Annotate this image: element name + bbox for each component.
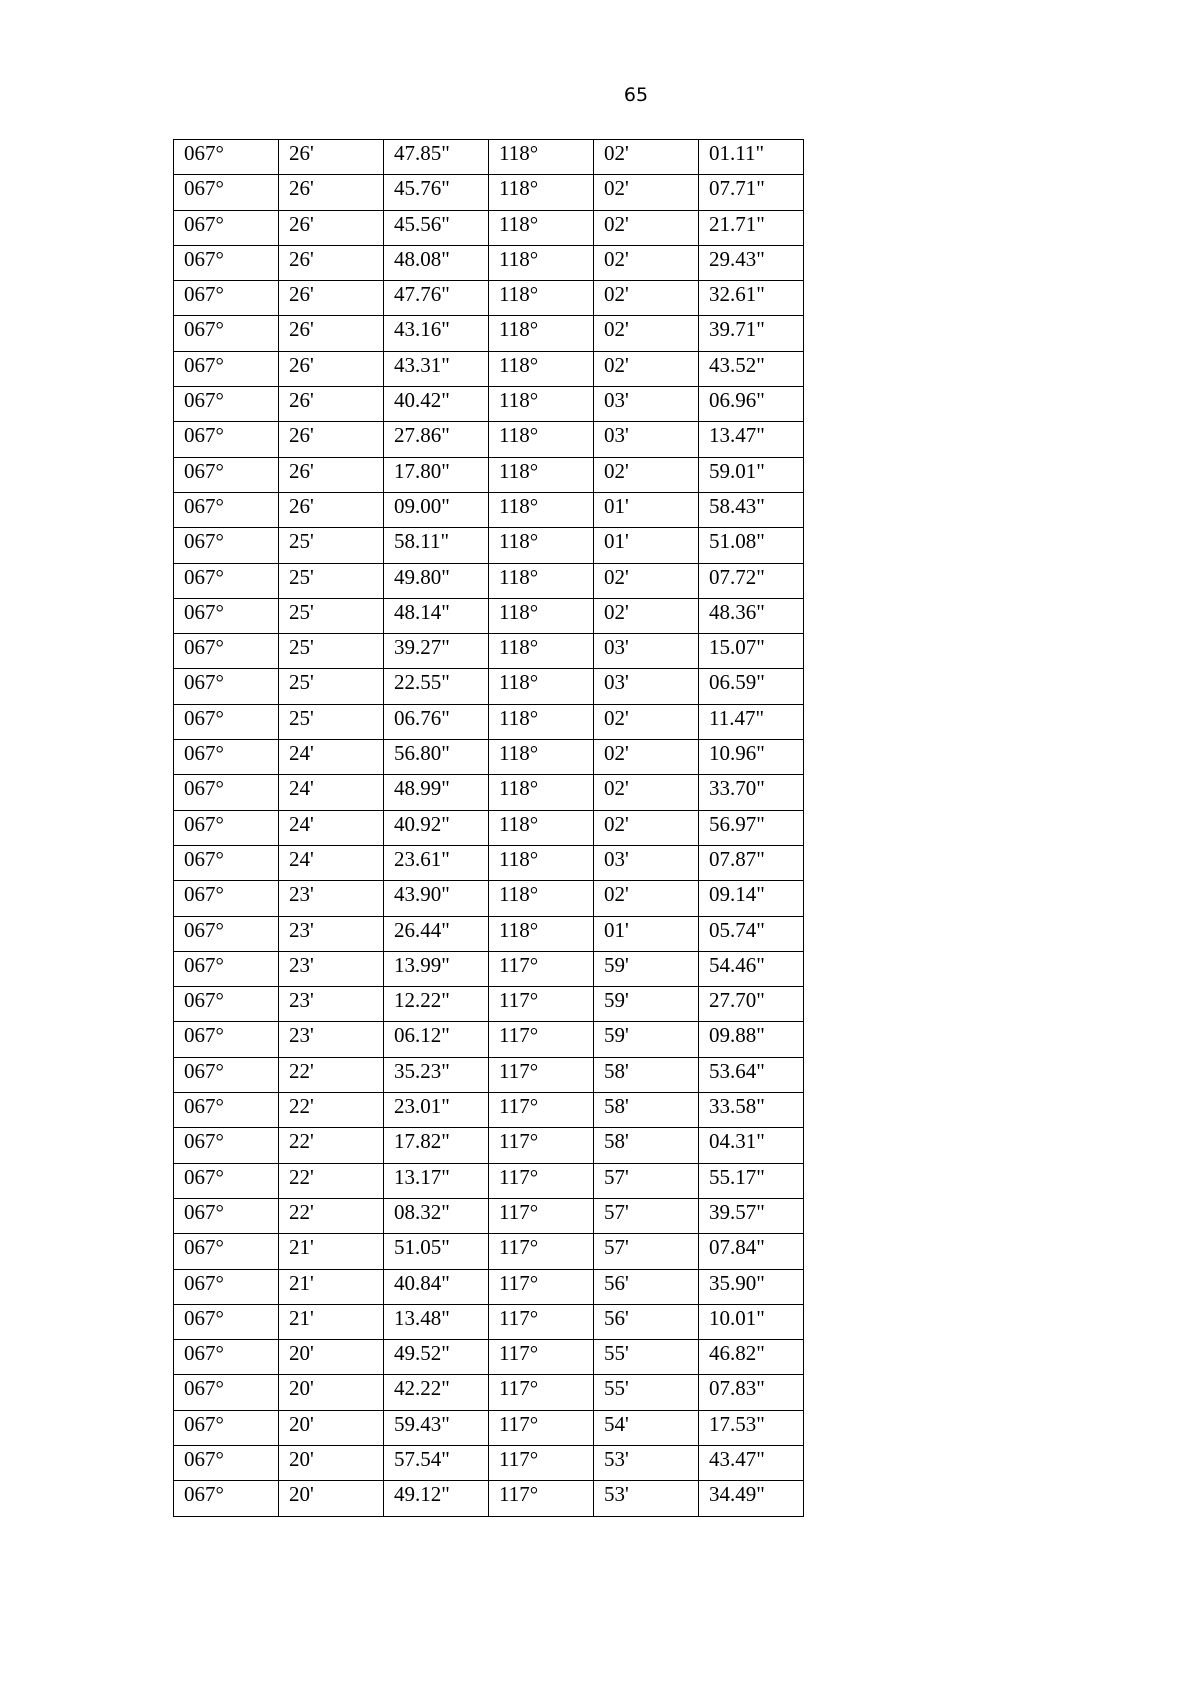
lat-minutes-cell: 23' xyxy=(279,881,384,916)
lon-seconds-cell: 33.58" xyxy=(699,1093,804,1128)
lat-minutes-cell: 22' xyxy=(279,1057,384,1092)
lat-degrees-cell: 067° xyxy=(174,598,279,633)
lon-seconds-cell: 17.53" xyxy=(699,1410,804,1445)
table-row xyxy=(174,175,804,210)
lon-seconds-cell: 43.47" xyxy=(699,1445,804,1480)
lat-seconds-cell: 08.32" xyxy=(384,1198,489,1233)
lon-degrees-cell: 117° xyxy=(489,1057,594,1092)
lat-seconds-cell: 45.76" xyxy=(384,175,489,210)
lon-degrees-cell: 117° xyxy=(489,1340,594,1375)
lon-minutes-cell: 03' xyxy=(594,845,699,880)
lon-degrees-cell: 118° xyxy=(489,175,594,210)
lon-minutes-cell: 58' xyxy=(594,1128,699,1163)
table-row xyxy=(174,881,804,916)
lat-minutes-cell: 21' xyxy=(279,1269,384,1304)
lat-seconds-cell: 17.80" xyxy=(384,457,489,492)
lat-degrees-cell: 067° xyxy=(174,1234,279,1269)
lon-minutes-cell: 59' xyxy=(594,951,699,986)
lat-seconds-cell: 58.11" xyxy=(384,528,489,563)
lon-degrees-cell: 118° xyxy=(489,528,594,563)
lat-degrees-cell: 067° xyxy=(174,140,279,175)
table-row xyxy=(174,563,804,598)
lon-degrees-cell: 117° xyxy=(489,1445,594,1480)
lat-minutes-cell: 23' xyxy=(279,1022,384,1057)
lat-minutes-cell: 26' xyxy=(279,245,384,280)
lon-minutes-cell: 02' xyxy=(594,775,699,810)
lon-seconds-cell: 32.61" xyxy=(699,281,804,316)
lon-degrees-cell: 118° xyxy=(489,563,594,598)
lon-seconds-cell: 10.01" xyxy=(699,1304,804,1339)
lat-degrees-cell: 067° xyxy=(174,387,279,422)
lat-seconds-cell: 42.22" xyxy=(384,1375,489,1410)
table-row xyxy=(174,316,804,351)
table-row xyxy=(174,1057,804,1092)
lon-degrees-cell: 118° xyxy=(489,316,594,351)
lat-degrees-cell: 067° xyxy=(174,1163,279,1198)
lat-degrees-cell: 067° xyxy=(174,1445,279,1480)
lat-minutes-cell: 24' xyxy=(279,775,384,810)
lon-seconds-cell: 35.90" xyxy=(699,1269,804,1304)
lon-seconds-cell: 04.31" xyxy=(699,1128,804,1163)
lat-seconds-cell: 40.84" xyxy=(384,1269,489,1304)
lat-degrees-cell: 067° xyxy=(174,1198,279,1233)
lat-seconds-cell: 27.86" xyxy=(384,422,489,457)
lon-minutes-cell: 58' xyxy=(594,1093,699,1128)
lat-seconds-cell: 49.80" xyxy=(384,563,489,598)
lon-minutes-cell: 59' xyxy=(594,1022,699,1057)
table-row xyxy=(174,1410,804,1445)
lon-seconds-cell: 55.17" xyxy=(699,1163,804,1198)
lat-seconds-cell: 48.99" xyxy=(384,775,489,810)
lat-degrees-cell: 067° xyxy=(174,175,279,210)
lat-degrees-cell: 067° xyxy=(174,1410,279,1445)
lon-seconds-cell: 34.49" xyxy=(699,1481,804,1516)
lat-minutes-cell: 25' xyxy=(279,528,384,563)
lon-seconds-cell: 10.96" xyxy=(699,740,804,775)
lon-seconds-cell: 13.47" xyxy=(699,422,804,457)
lon-degrees-cell: 118° xyxy=(489,810,594,845)
lon-degrees-cell: 117° xyxy=(489,1269,594,1304)
lon-degrees-cell: 118° xyxy=(489,598,594,633)
lon-minutes-cell: 01' xyxy=(594,916,699,951)
lat-minutes-cell: 26' xyxy=(279,281,384,316)
lon-seconds-cell: 29.43" xyxy=(699,245,804,280)
lat-minutes-cell: 24' xyxy=(279,810,384,845)
lat-minutes-cell: 23' xyxy=(279,987,384,1022)
lat-minutes-cell: 26' xyxy=(279,351,384,386)
lat-minutes-cell: 26' xyxy=(279,140,384,175)
lon-degrees-cell: 117° xyxy=(489,1481,594,1516)
lat-seconds-cell: 48.08" xyxy=(384,245,489,280)
lat-seconds-cell: 26.44" xyxy=(384,916,489,951)
lat-degrees-cell: 067° xyxy=(174,528,279,563)
lat-minutes-cell: 20' xyxy=(279,1481,384,1516)
table-row xyxy=(174,281,804,316)
table-row xyxy=(174,916,804,951)
lat-minutes-cell: 25' xyxy=(279,634,384,669)
lat-degrees-cell: 067° xyxy=(174,1481,279,1516)
lon-minutes-cell: 01' xyxy=(594,492,699,527)
lon-degrees-cell: 118° xyxy=(489,387,594,422)
table-row xyxy=(174,1445,804,1480)
lon-seconds-cell: 43.52" xyxy=(699,351,804,386)
lat-minutes-cell: 26' xyxy=(279,492,384,527)
lat-degrees-cell: 067° xyxy=(174,351,279,386)
lon-seconds-cell: 21.71" xyxy=(699,210,804,245)
lat-degrees-cell: 067° xyxy=(174,281,279,316)
lon-minutes-cell: 58' xyxy=(594,1057,699,1092)
lon-minutes-cell: 02' xyxy=(594,351,699,386)
lat-seconds-cell: 13.99" xyxy=(384,951,489,986)
lat-seconds-cell: 43.90" xyxy=(384,881,489,916)
lat-seconds-cell: 45.56" xyxy=(384,210,489,245)
lat-degrees-cell: 067° xyxy=(174,740,279,775)
lat-seconds-cell: 13.17" xyxy=(384,1163,489,1198)
table-row xyxy=(174,387,804,422)
table-row xyxy=(174,351,804,386)
lat-seconds-cell: 40.42" xyxy=(384,387,489,422)
lat-minutes-cell: 20' xyxy=(279,1375,384,1410)
lat-degrees-cell: 067° xyxy=(174,951,279,986)
lon-seconds-cell: 07.72" xyxy=(699,563,804,598)
lon-degrees-cell: 117° xyxy=(489,1163,594,1198)
lon-seconds-cell: 59.01" xyxy=(699,457,804,492)
lon-degrees-cell: 117° xyxy=(489,1198,594,1233)
lat-seconds-cell: 39.27" xyxy=(384,634,489,669)
lon-minutes-cell: 02' xyxy=(594,457,699,492)
lat-degrees-cell: 067° xyxy=(174,775,279,810)
lon-seconds-cell: 51.08" xyxy=(699,528,804,563)
lon-degrees-cell: 118° xyxy=(489,669,594,704)
lon-seconds-cell: 07.84" xyxy=(699,1234,804,1269)
table-row xyxy=(174,740,804,775)
lon-minutes-cell: 02' xyxy=(594,281,699,316)
lat-seconds-cell: 17.82" xyxy=(384,1128,489,1163)
lon-degrees-cell: 117° xyxy=(489,1410,594,1445)
lat-minutes-cell: 24' xyxy=(279,845,384,880)
lon-seconds-cell: 33.70" xyxy=(699,775,804,810)
table-row xyxy=(174,528,804,563)
lon-seconds-cell: 56.97" xyxy=(699,810,804,845)
lat-seconds-cell: 59.43" xyxy=(384,1410,489,1445)
page-number: 65 xyxy=(623,84,649,106)
lat-degrees-cell: 067° xyxy=(174,245,279,280)
lat-seconds-cell: 56.80" xyxy=(384,740,489,775)
lon-seconds-cell: 48.36" xyxy=(699,598,804,633)
lon-minutes-cell: 02' xyxy=(594,881,699,916)
lat-degrees-cell: 067° xyxy=(174,987,279,1022)
lat-degrees-cell: 067° xyxy=(174,1340,279,1375)
lon-degrees-cell: 117° xyxy=(489,1375,594,1410)
lon-minutes-cell: 59' xyxy=(594,987,699,1022)
table-row xyxy=(174,987,804,1022)
lon-seconds-cell: 07.83" xyxy=(699,1375,804,1410)
lon-degrees-cell: 118° xyxy=(489,492,594,527)
table-row xyxy=(174,1304,804,1339)
lon-degrees-cell: 118° xyxy=(489,740,594,775)
lon-minutes-cell: 03' xyxy=(594,669,699,704)
table-row xyxy=(174,245,804,280)
lat-degrees-cell: 067° xyxy=(174,1304,279,1339)
lon-minutes-cell: 01' xyxy=(594,528,699,563)
lon-minutes-cell: 53' xyxy=(594,1481,699,1516)
table-row xyxy=(174,845,804,880)
lon-seconds-cell: 39.57" xyxy=(699,1198,804,1233)
lon-degrees-cell: 117° xyxy=(489,951,594,986)
lon-seconds-cell: 01.11" xyxy=(699,140,804,175)
lon-minutes-cell: 02' xyxy=(594,245,699,280)
table-row xyxy=(174,492,804,527)
lon-seconds-cell: 46.82" xyxy=(699,1340,804,1375)
lat-degrees-cell: 067° xyxy=(174,1057,279,1092)
table-row xyxy=(174,669,804,704)
coordinates-table-body xyxy=(174,140,804,1517)
table-row xyxy=(174,810,804,845)
lat-degrees-cell: 067° xyxy=(174,881,279,916)
lat-seconds-cell: 22.55" xyxy=(384,669,489,704)
table-row xyxy=(174,1022,804,1057)
table-row xyxy=(174,210,804,245)
lat-seconds-cell: 13.48" xyxy=(384,1304,489,1339)
lat-seconds-cell: 49.12" xyxy=(384,1481,489,1516)
lon-seconds-cell: 05.74" xyxy=(699,916,804,951)
lat-minutes-cell: 26' xyxy=(279,316,384,351)
lat-minutes-cell: 25' xyxy=(279,563,384,598)
lon-seconds-cell: 07.71" xyxy=(699,175,804,210)
lat-minutes-cell: 23' xyxy=(279,916,384,951)
lat-minutes-cell: 25' xyxy=(279,598,384,633)
lat-degrees-cell: 067° xyxy=(174,916,279,951)
lon-minutes-cell: 02' xyxy=(594,140,699,175)
lat-seconds-cell: 23.01" xyxy=(384,1093,489,1128)
table-row xyxy=(174,775,804,810)
lat-minutes-cell: 22' xyxy=(279,1198,384,1233)
table-row xyxy=(174,1128,804,1163)
lat-minutes-cell: 26' xyxy=(279,422,384,457)
lat-seconds-cell: 47.76" xyxy=(384,281,489,316)
coordinates-table xyxy=(173,139,804,1517)
lat-minutes-cell: 22' xyxy=(279,1163,384,1198)
lat-minutes-cell: 20' xyxy=(279,1340,384,1375)
lat-degrees-cell: 067° xyxy=(174,845,279,880)
lon-minutes-cell: 56' xyxy=(594,1304,699,1339)
lon-seconds-cell: 06.96" xyxy=(699,387,804,422)
lat-degrees-cell: 067° xyxy=(174,316,279,351)
lat-degrees-cell: 067° xyxy=(174,492,279,527)
lat-seconds-cell: 12.22" xyxy=(384,987,489,1022)
lat-degrees-cell: 067° xyxy=(174,210,279,245)
lat-minutes-cell: 20' xyxy=(279,1445,384,1480)
lon-degrees-cell: 117° xyxy=(489,1022,594,1057)
lon-minutes-cell: 02' xyxy=(594,704,699,739)
lon-degrees-cell: 118° xyxy=(489,634,594,669)
table-row xyxy=(174,140,804,175)
lat-seconds-cell: 43.16" xyxy=(384,316,489,351)
lat-minutes-cell: 22' xyxy=(279,1128,384,1163)
lon-minutes-cell: 02' xyxy=(594,810,699,845)
lon-seconds-cell: 27.70" xyxy=(699,987,804,1022)
lon-degrees-cell: 118° xyxy=(489,245,594,280)
lon-minutes-cell: 03' xyxy=(594,634,699,669)
lon-seconds-cell: 58.43" xyxy=(699,492,804,527)
lon-seconds-cell: 07.87" xyxy=(699,845,804,880)
lon-seconds-cell: 15.07" xyxy=(699,634,804,669)
lon-seconds-cell: 11.47" xyxy=(699,704,804,739)
lon-minutes-cell: 02' xyxy=(594,210,699,245)
lat-seconds-cell: 49.52" xyxy=(384,1340,489,1375)
lon-minutes-cell: 55' xyxy=(594,1375,699,1410)
lat-degrees-cell: 067° xyxy=(174,457,279,492)
table-row xyxy=(174,704,804,739)
lat-minutes-cell: 26' xyxy=(279,387,384,422)
lon-minutes-cell: 03' xyxy=(594,387,699,422)
lat-seconds-cell: 51.05" xyxy=(384,1234,489,1269)
table-row xyxy=(174,422,804,457)
lon-degrees-cell: 118° xyxy=(489,210,594,245)
lon-minutes-cell: 53' xyxy=(594,1445,699,1480)
lon-degrees-cell: 118° xyxy=(489,775,594,810)
table-row xyxy=(174,457,804,492)
lon-minutes-cell: 54' xyxy=(594,1410,699,1445)
lat-degrees-cell: 067° xyxy=(174,810,279,845)
lat-minutes-cell: 26' xyxy=(279,210,384,245)
lat-seconds-cell: 47.85" xyxy=(384,140,489,175)
table-row xyxy=(174,1198,804,1233)
lon-degrees-cell: 118° xyxy=(489,351,594,386)
lon-minutes-cell: 02' xyxy=(594,598,699,633)
lat-degrees-cell: 067° xyxy=(174,1093,279,1128)
lat-minutes-cell: 21' xyxy=(279,1304,384,1339)
table-row xyxy=(174,1163,804,1198)
lat-degrees-cell: 067° xyxy=(174,1375,279,1410)
lat-seconds-cell: 06.76" xyxy=(384,704,489,739)
lat-degrees-cell: 067° xyxy=(174,422,279,457)
table-row xyxy=(174,634,804,669)
lat-seconds-cell: 40.92" xyxy=(384,810,489,845)
lon-seconds-cell: 09.14" xyxy=(699,881,804,916)
lon-minutes-cell: 02' xyxy=(594,175,699,210)
lat-seconds-cell: 23.61" xyxy=(384,845,489,880)
table-row xyxy=(174,1375,804,1410)
lon-minutes-cell: 57' xyxy=(594,1234,699,1269)
table-row xyxy=(174,1340,804,1375)
lon-degrees-cell: 118° xyxy=(489,881,594,916)
lat-minutes-cell: 22' xyxy=(279,1093,384,1128)
lat-degrees-cell: 067° xyxy=(174,634,279,669)
table-row xyxy=(174,598,804,633)
lon-minutes-cell: 56' xyxy=(594,1269,699,1304)
lon-minutes-cell: 57' xyxy=(594,1198,699,1233)
lon-minutes-cell: 02' xyxy=(594,316,699,351)
lon-seconds-cell: 53.64" xyxy=(699,1057,804,1092)
lat-degrees-cell: 067° xyxy=(174,1269,279,1304)
lat-seconds-cell: 06.12" xyxy=(384,1022,489,1057)
lat-minutes-cell: 26' xyxy=(279,175,384,210)
lon-seconds-cell: 39.71" xyxy=(699,316,804,351)
lat-minutes-cell: 25' xyxy=(279,704,384,739)
lat-seconds-cell: 43.31" xyxy=(384,351,489,386)
lon-degrees-cell: 118° xyxy=(489,704,594,739)
lon-minutes-cell: 55' xyxy=(594,1340,699,1375)
lat-degrees-cell: 067° xyxy=(174,563,279,598)
lat-minutes-cell: 23' xyxy=(279,951,384,986)
lat-minutes-cell: 25' xyxy=(279,669,384,704)
table-row xyxy=(174,951,804,986)
lon-degrees-cell: 118° xyxy=(489,281,594,316)
lon-degrees-cell: 117° xyxy=(489,1234,594,1269)
lon-degrees-cell: 118° xyxy=(489,457,594,492)
lat-seconds-cell: 48.14" xyxy=(384,598,489,633)
lat-degrees-cell: 067° xyxy=(174,1022,279,1057)
lat-minutes-cell: 26' xyxy=(279,457,384,492)
lat-minutes-cell: 24' xyxy=(279,740,384,775)
lat-degrees-cell: 067° xyxy=(174,704,279,739)
lat-minutes-cell: 21' xyxy=(279,1234,384,1269)
lon-seconds-cell: 09.88" xyxy=(699,1022,804,1057)
table-row xyxy=(174,1481,804,1516)
lat-seconds-cell: 35.23" xyxy=(384,1057,489,1092)
lat-degrees-cell: 067° xyxy=(174,1128,279,1163)
table-row xyxy=(174,1093,804,1128)
lon-minutes-cell: 03' xyxy=(594,422,699,457)
table-row xyxy=(174,1234,804,1269)
table-row xyxy=(174,1269,804,1304)
lon-degrees-cell: 118° xyxy=(489,916,594,951)
lon-degrees-cell: 117° xyxy=(489,1304,594,1339)
lat-seconds-cell: 57.54" xyxy=(384,1445,489,1480)
lon-minutes-cell: 57' xyxy=(594,1163,699,1198)
lon-seconds-cell: 54.46" xyxy=(699,951,804,986)
lat-minutes-cell: 20' xyxy=(279,1410,384,1445)
lon-degrees-cell: 118° xyxy=(489,422,594,457)
lon-degrees-cell: 118° xyxy=(489,845,594,880)
lon-degrees-cell: 118° xyxy=(489,140,594,175)
lon-degrees-cell: 117° xyxy=(489,1128,594,1163)
lon-seconds-cell: 06.59" xyxy=(699,669,804,704)
lat-seconds-cell: 09.00" xyxy=(384,492,489,527)
lon-degrees-cell: 117° xyxy=(489,1093,594,1128)
lat-degrees-cell: 067° xyxy=(174,669,279,704)
lon-degrees-cell: 117° xyxy=(489,987,594,1022)
lon-minutes-cell: 02' xyxy=(594,563,699,598)
lon-minutes-cell: 02' xyxy=(594,740,699,775)
